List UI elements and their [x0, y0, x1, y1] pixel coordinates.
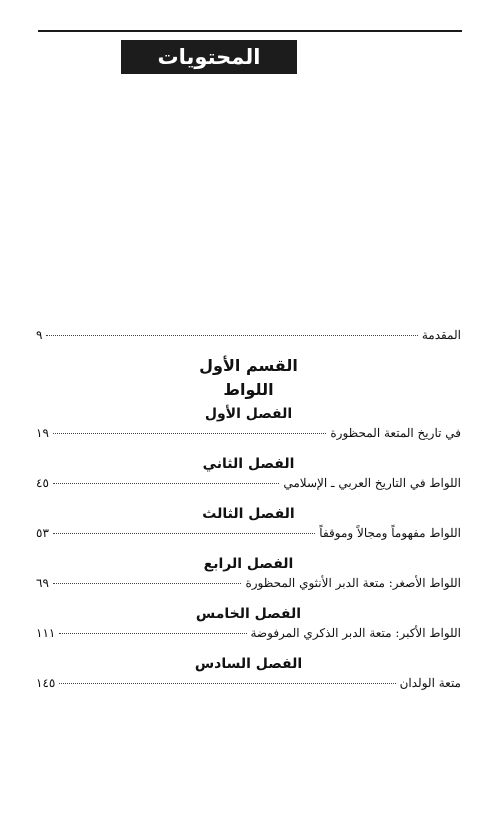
toc-entry[interactable] [36, 576, 461, 598]
chapter-heading: الفصل الأول [204, 406, 293, 422]
toc-entry-label: اللواط في التاريخ العربي ـ الإسلامي [283, 476, 461, 490]
dot-leader [53, 433, 326, 434]
table-of-contents [36, 328, 461, 702]
toc-entry-label: المقدمة [421, 328, 461, 342]
toc-entry-label: اللواط الأكبر: متعة الدبر الذكري المرفوضة [250, 626, 461, 640]
toc-entry[interactable] [36, 526, 461, 548]
toc-entry-label: اللواط الأصغر: متعة الدبر الأنثوي المحظورة [245, 576, 461, 590]
chapter-heading: الفصل الرابع [203, 556, 294, 572]
dot-leader [53, 483, 279, 484]
toc-entry-page: ٩ [36, 328, 43, 342]
dot-leader [53, 583, 242, 584]
toc-entry-page: ٥٣ [36, 526, 49, 540]
dot-leader [59, 683, 395, 684]
toc-entry[interactable] [36, 476, 461, 498]
top-rule [38, 30, 462, 32]
toc-entry-page: ١٩ [36, 426, 49, 440]
toc-entry-label: متعة الولدان [399, 676, 461, 690]
toc-entry[interactable] [36, 328, 461, 350]
toc-entry[interactable] [36, 676, 461, 698]
page-title: المحتويات [121, 40, 297, 74]
toc-entry[interactable] [36, 626, 461, 648]
toc-entry[interactable] [36, 426, 461, 448]
part-heading: القسم الأول [199, 356, 298, 375]
dot-leader [46, 335, 417, 336]
toc-entry-page: ٤٥ [36, 476, 49, 490]
chapter-heading: الفصل السادس [194, 656, 303, 672]
dot-leader [59, 633, 246, 634]
chapter-heading: الفصل الثاني [202, 456, 295, 472]
toc-entry-label: في تاريخ المتعة المحظورة [330, 426, 461, 440]
part-title: اللواط [223, 380, 274, 399]
chapter-heading: الفصل الثالث [202, 506, 295, 522]
chapter-heading: الفصل الخامس [195, 606, 302, 622]
toc-entry-page: ٦٩ [36, 576, 49, 590]
dot-leader [53, 533, 315, 534]
toc-entry-page: ١١١ [36, 626, 56, 640]
toc-entry-page: ١٤٥ [36, 676, 56, 690]
toc-entry-label: اللواط مفهوماً ومجالاً وموقفاً [319, 526, 461, 540]
